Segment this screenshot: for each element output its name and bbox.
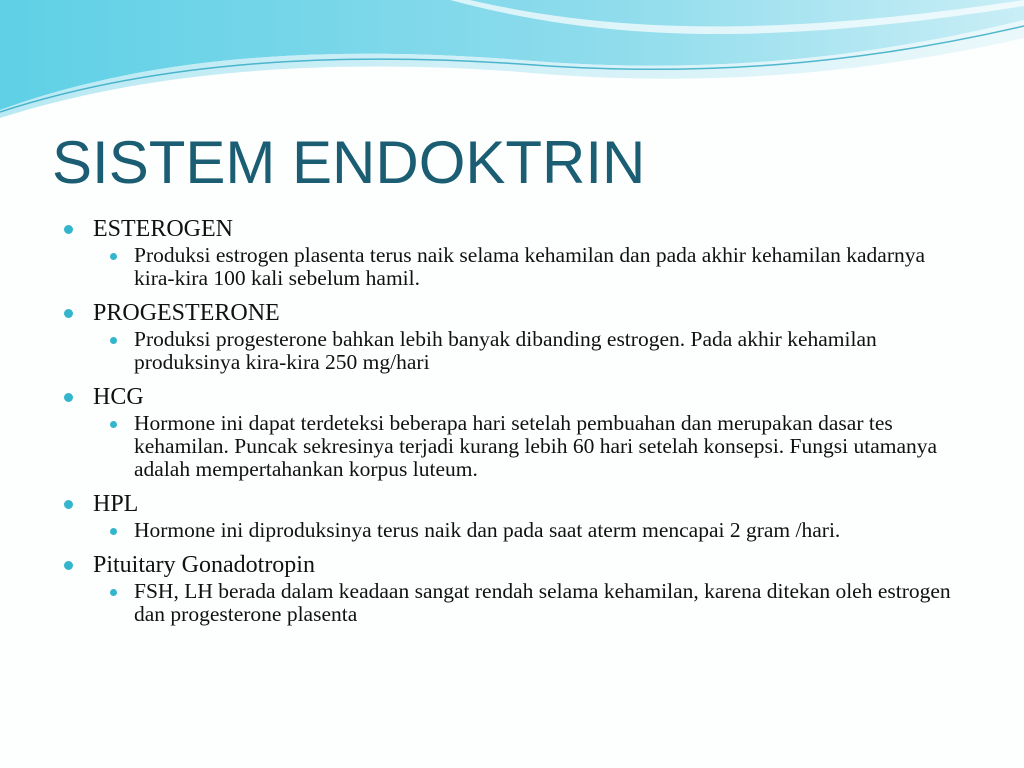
bullet-heading-hpl: HPL: [58, 489, 968, 519]
bullet-heading-pituitary-gonadotropin: Pituitary Gonadotropin: [58, 550, 968, 580]
bullet-detail-pituitary-gonadotropin: FSH, LH berada dalam keadaan sangat rendah selama kehamilan, karena ditekan oleh estrogen dan progesterone plasenta: [58, 580, 968, 626]
bullet-heading-hcg: HCG: [58, 382, 968, 412]
slide-title: SISTEM ENDOKTRIN: [52, 129, 646, 196]
bullet-detail-hcg: Hormone ini dapat terdeteksi beberapa hari setelah pembuahan dan merupakan dasar tes kehamilan. Puncak sekresinya terjadi kurang lebih 60 hari setelah konsepsi. Fungsi utamanya adalah mempertahankan korpus luteum.: [58, 412, 968, 481]
bullet-detail-esterogen: Produksi estrogen plasenta terus naik selama kehamilan dan pada akhir kehamilan kadarnya kira-kira 100 kali sebelum hamil.: [58, 244, 968, 290]
header-wave-decoration: [0, 0, 1024, 120]
bullet-heading-progesterone: PROGESTERONE: [58, 298, 968, 328]
bullet-detail-hpl: Hormone ini diproduksinya terus naik dan pada saat aterm mencapai 2 gram /hari.: [58, 519, 968, 542]
bullet-heading-esterogen: ESTEROGEN: [58, 214, 968, 244]
bullet-list: [58, 214, 968, 634]
bullet-detail-progesterone: Produksi progesterone bahkan lebih banyak dibanding estrogen. Pada akhir kehamilan produksinya kira-kira 250 mg/hari: [58, 328, 968, 374]
